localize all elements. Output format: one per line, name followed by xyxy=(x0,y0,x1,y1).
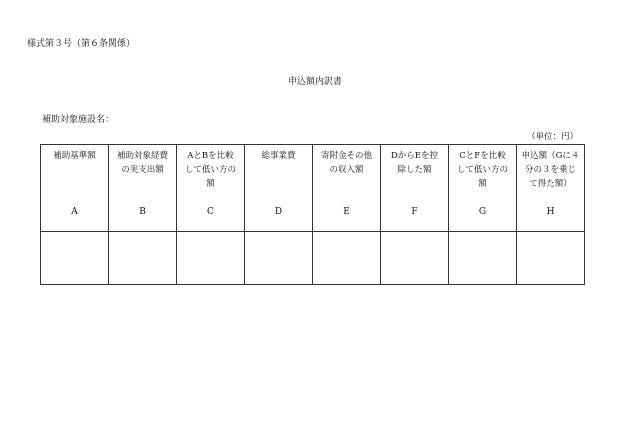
amount-cell-a[interactable] xyxy=(41,232,109,285)
amount-cell-c[interactable] xyxy=(177,232,245,285)
facility-name-label: 補助対象施設名： xyxy=(42,115,115,125)
column-code: H xyxy=(546,207,555,217)
column-label: 補助対象経費 の実支出額 xyxy=(116,151,168,175)
amount-row xyxy=(41,232,585,285)
header-cell-g xyxy=(449,145,517,232)
header-cell-a xyxy=(41,145,109,232)
amount-cell-b[interactable] xyxy=(109,232,177,285)
header-cell-c xyxy=(177,145,245,232)
column-label: 総事業費 xyxy=(261,151,296,161)
column-code: G xyxy=(478,207,487,217)
column-label: AとBを比較 して低い方の 額 xyxy=(184,151,236,189)
breakdown-table xyxy=(40,144,585,285)
document-title: 申込額内訳書 xyxy=(287,77,342,87)
column-label: 申込額（Gに４ 分の３を乗じ て得た額） xyxy=(521,151,580,189)
amount-cell-f[interactable] xyxy=(381,232,449,285)
amount-cell-e[interactable] xyxy=(313,232,381,285)
amount-cell-g[interactable] xyxy=(449,232,517,285)
amount-cell-d[interactable] xyxy=(245,232,313,285)
header-cell-f xyxy=(381,145,449,232)
column-label: DからEを控 除した額 xyxy=(390,151,439,175)
column-label: 補助基準額 xyxy=(53,151,96,161)
column-code: E xyxy=(343,207,350,217)
header-cell-h xyxy=(517,145,585,232)
form-number: 様式第３号（第６条関係） xyxy=(27,39,136,49)
header-cell-b xyxy=(109,145,177,232)
column-code: A xyxy=(71,207,78,217)
amount-cell-h[interactable] xyxy=(517,232,585,285)
column-label: 寄附金その他 の収入額 xyxy=(320,151,372,175)
column-code: C xyxy=(207,207,214,217)
header-cell-e xyxy=(313,145,381,232)
column-code: B xyxy=(139,207,146,217)
column-label: CとFを比較 して低い方の 額 xyxy=(456,151,508,189)
header-cell-d xyxy=(245,145,313,232)
header-row xyxy=(41,145,585,232)
unit-label: （単位：円） xyxy=(526,132,578,142)
column-code: D xyxy=(274,207,283,217)
column-code: F xyxy=(411,207,418,217)
